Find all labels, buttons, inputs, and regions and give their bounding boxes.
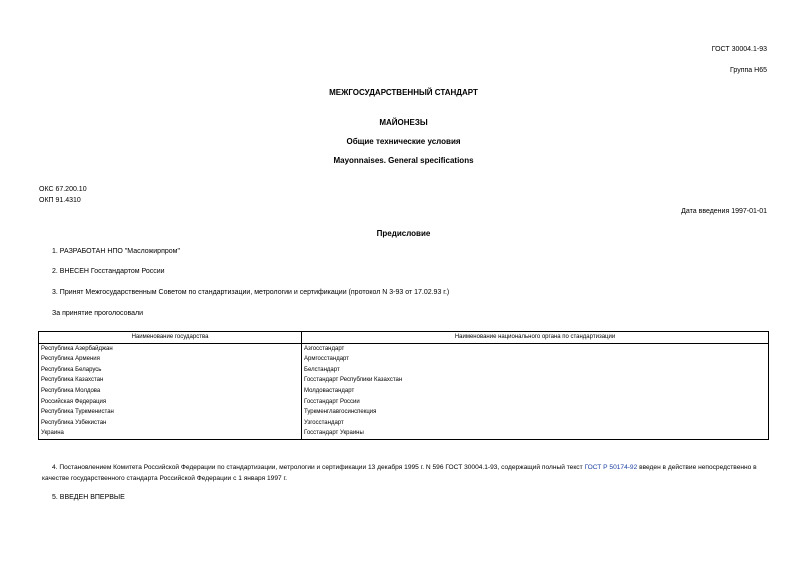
foreword-heading: Предисловие <box>376 229 431 238</box>
voting-table <box>38 331 769 440</box>
foreword-item-3: 3. Принят Межгосударственным Советом по стандартизации, метрологии и сертификации (протокол N 3-93 от 17.02.93 г.) <box>52 289 450 296</box>
state-cell: Украина <box>39 428 302 439</box>
body-cell: Госстандарт Республики Казахстан <box>304 377 403 384</box>
state-cell: Республика Казахстан <box>39 375 302 386</box>
voted-label: За принятие проголосовали <box>52 310 144 317</box>
body-cell: Туркменглавгосинспекция <box>304 409 377 416</box>
table-row <box>39 354 769 365</box>
state-cell: Республика Узбекистан <box>39 418 302 429</box>
gost-r-50174-link[interactable]: ГОСТ Р 50174-92 <box>584 464 638 471</box>
state-cell: Республика Туркменистан <box>39 407 302 418</box>
subtitle-en: Mayonnaises. General specifications <box>333 156 474 165</box>
state-cell: Республика Азербайджан <box>39 343 302 354</box>
table-header-row <box>39 332 769 344</box>
body-cell: Госстандарт России <box>304 398 360 405</box>
document-code: ГОСТ 30004.1-93 <box>711 46 767 53</box>
table-row <box>39 375 769 386</box>
body-cell: Молдовастандарт <box>304 387 355 394</box>
foreword-item-5: 5. ВВЕДЕН ВПЕРВЫЕ <box>52 494 125 501</box>
body-cell: Узгосстандарт <box>304 419 344 426</box>
column-header-state: Наименование государства <box>39 332 302 344</box>
state-cell: Республика Армения <box>39 354 302 365</box>
subtitle-ru: Общие технические условия <box>346 137 461 146</box>
interstate-title: МЕЖГОСУДАРСТВЕННЫЙ СТАНДАРТ <box>329 88 478 97</box>
oks-code: ОКС 67.200.10 <box>39 186 87 193</box>
table-row <box>39 397 769 408</box>
table-row <box>39 386 769 397</box>
body-cell: Белстандарт <box>304 366 340 373</box>
table-row <box>39 407 769 418</box>
table-row <box>39 343 769 354</box>
table-row <box>39 428 769 439</box>
state-cell: Российская Федерация <box>39 397 302 408</box>
foreword-item-4 <box>42 462 769 484</box>
state-cell: Республика Молдова <box>39 386 302 397</box>
column-header-body: Наименование национального органа по стандартизации <box>302 332 769 344</box>
table-row <box>39 418 769 429</box>
item-4-text-end: введен в действие непосредственно в качестве государственного стандарта Российской Федерации с 1 января 1997 г. <box>42 464 757 482</box>
body-cell: Армгосстандарт <box>304 356 349 363</box>
product-title: МАЙОНЕЗЫ <box>379 118 428 127</box>
item-4-text-start: 4. Постановлением Комитета Российской Федерации по стандартизации, метрологии и сертификации 13 декабря 1995 г. N 596 ГОСТ 30004.1-93, содержащий полный текст <box>52 464 585 471</box>
okp-code: ОКП 91.4310 <box>39 197 81 204</box>
foreword-item-2: 2. ВНЕСЕН Госстандартом России <box>52 268 165 275</box>
state-cell: Республика Беларусь <box>39 365 302 376</box>
table-row <box>39 365 769 376</box>
intro-date: Дата введения 1997-01-01 <box>681 208 767 215</box>
body-cell: Азгосстандарт <box>304 345 345 352</box>
body-cell: Госстандарт Украины <box>304 430 364 437</box>
foreword-item-1: 1. РАЗРАБОТАН НПО "Масложирпром" <box>52 248 180 255</box>
group-code: Группа Н65 <box>730 67 767 74</box>
